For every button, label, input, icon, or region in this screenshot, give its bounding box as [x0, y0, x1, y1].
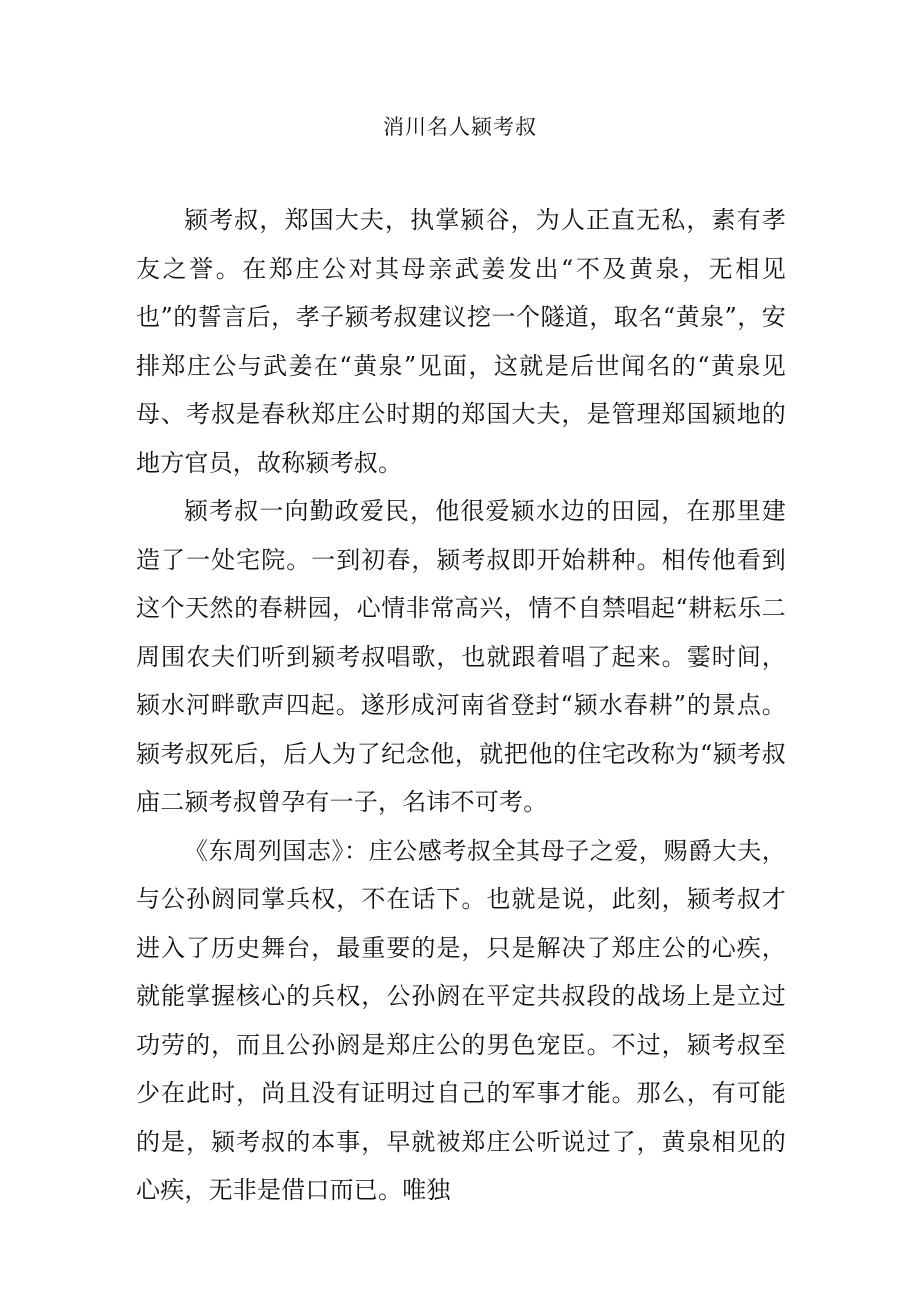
paragraph-1: 颍考叔，郑国大夫，执掌颍谷，为人正直无私，素有孝友之誉。在郑庄公对其母亲武姜发出“不及黄泉，无相见也”的誓言后，孝子颍考叔建议挖一个隧道，取名“黄泉”，安排郑庄公与武姜在“黄泉”见面，这就是后世闻名的“黄泉见母、考叔是春秋郑庄公时期的郑国大夫，是管理郑国颍地的地方官员，故称颍考叔。 — [136, 206, 786, 477]
paragraph-3: 《东周列国志》：庄公感考叔全其母子之爱，赐爵大夫，与公孙阏同掌兵权，不在话下。也就是说，此刻，颍考叔才进入了历史舞台，最重要的是，只是解决了郑庄公的心疾，就能掌握核心的兵权，公孙阏在平定共叔段的战场上是立过功劳的，而且公孙阏是郑庄公的男色宠臣。不过，颍考叔至少在此时，尚且没有证明过自己的军事才能。那么，有可能的是，颍考叔的本事，早就被郑庄公听说过了，黄泉相见的心疾，无非是借口而已。唯独 — [136, 836, 786, 1204]
document-title: 消川名人颍考叔 — [383, 115, 537, 139]
paragraph-2: 颍考叔一向勤政爱民，他很爱颍水边的田园，在那里建造了一处宅院。一到初春，颍考叔即开始耕种。相传他看到这个天然的春耕园，心情非常高兴，情不自禁唱起“耕耘乐二周围农夫们听到颍考叔唱歌，也就跟着唱了起来。霎时间，颍水河畔歌声四起。遂形成河南省登封“颍水春耕”的景点。颍考叔死后，后人为了纪念他，就把他的住宅改称为“颍考叔庙二颍考叔曾孕有一子，名讳不可考。 — [136, 497, 786, 816]
document-body — [136, 196, 786, 1215]
